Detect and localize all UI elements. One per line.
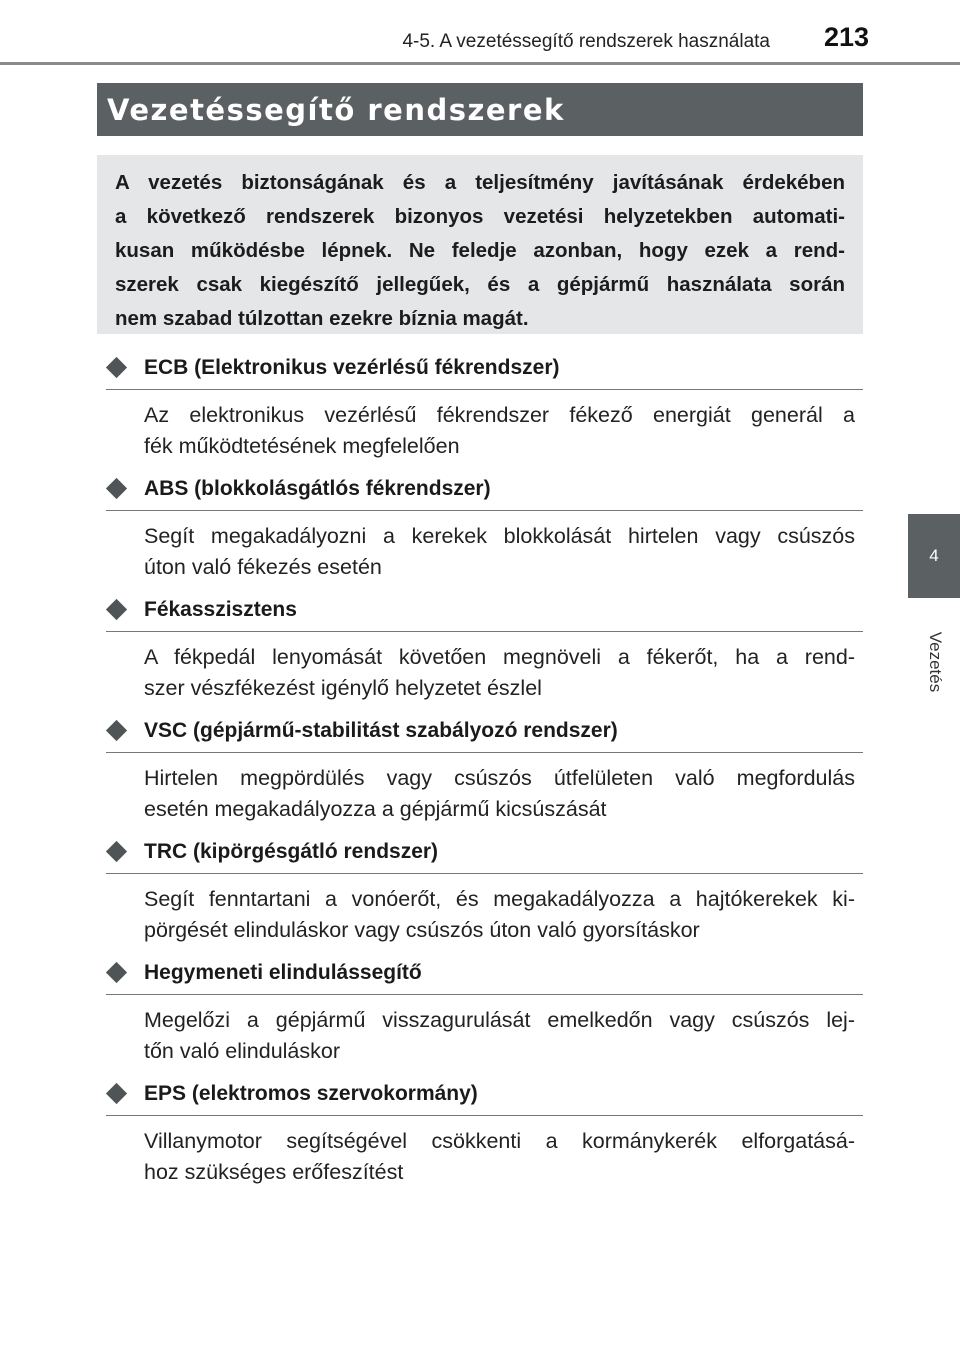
section-title: Hegymeneti elindulássegítő: [144, 961, 422, 984]
section-abs: [106, 474, 863, 583]
page-title: Vezetéssegítő rendszerek: [97, 83, 863, 136]
section-body: [144, 763, 855, 825]
intro-line: a következő rendszerek bizonyos vezetési helyzetekben automati-: [115, 205, 845, 228]
diamond-bullet-icon: [106, 720, 127, 741]
section-title: Fékasszisztens: [144, 598, 297, 621]
diamond-bullet-icon: [106, 478, 127, 499]
section-heading: [106, 1079, 863, 1116]
body-line: Hirtelen megpördülés vagy csúszós útfelületen való megfordulás: [144, 766, 855, 790]
body-line: tőn való elinduláskor: [144, 1039, 341, 1063]
body-line: Segít megakadályozni a kerekek blokkolását hirtelen vagy csúszós: [144, 524, 855, 548]
section-body: [144, 1005, 855, 1067]
section-heading: [106, 595, 863, 632]
intro-line: A vezetés biztonságának és a teljesítmény javításának érdekében: [115, 171, 845, 194]
body-line: A fékpedál lenyomását követően megnöveli a fékerőt, ha a rend-: [144, 645, 855, 669]
chapter-tab: [908, 514, 960, 598]
section-body: [144, 400, 855, 462]
section-ecb: [106, 353, 863, 462]
section-vsc: [106, 716, 863, 825]
diamond-bullet-icon: [106, 962, 127, 983]
section-heading: [106, 353, 863, 390]
diamond-bullet-icon: [106, 841, 127, 862]
section-body: [144, 521, 855, 583]
body-line: Villanymotor segítségével csökkenti a kormánykerék elforgatásá-: [144, 1129, 855, 1153]
section-heading: [106, 958, 863, 995]
section-title: ABS (blokkolásgátlós fékrendszer): [144, 477, 491, 500]
section-title: VSC (gépjármű-stabilitást szabályozó rendszer): [144, 719, 618, 742]
running-head: 4-5. A vezetéssegítő rendszerek használata: [402, 31, 770, 52]
section-title: ECB (Elektronikus vezérlésű fékrendszer): [144, 356, 560, 379]
body-line: szer vészfékezést igénylő helyzetet észlel: [144, 676, 542, 700]
section-hill-start: [106, 958, 863, 1067]
section-body: [144, 1126, 855, 1188]
header-divider: [0, 62, 960, 65]
section-title: TRC (kipörgésgátló rendszer): [144, 840, 439, 863]
diamond-bullet-icon: [106, 599, 127, 620]
section-eps: [106, 1079, 863, 1188]
body-line: hoz szükséges erőfeszítést: [144, 1160, 404, 1184]
section-heading: [106, 474, 863, 511]
body-line: esetén megakadályozza a gépjármű kicsúszását: [144, 797, 607, 821]
body-line: Segít fenntartani a vonóerőt, és megakadályozza a hajtókerekek ki-: [144, 887, 855, 911]
section-brake-assist: [106, 595, 863, 704]
diamond-bullet-icon: [106, 1083, 127, 1104]
section-body: [144, 642, 855, 704]
diamond-bullet-icon: [106, 357, 127, 378]
chapter-number: 4: [929, 546, 939, 565]
section-trc: [106, 837, 863, 946]
body-line: fék működtetésének megfelelően: [144, 434, 460, 458]
body-line: Az elektronikus vezérlésű fékrendszer fékező energiát generál a: [144, 403, 855, 427]
section-heading: [106, 837, 863, 874]
chapter-label: Vezetés: [926, 631, 945, 693]
body-line: úton való fékezés esetén: [144, 555, 382, 579]
page-number: 213: [824, 22, 870, 52]
body-line: Megelőzi a gépjármű visszagurulását emelkedőn vagy csúszós lej-: [144, 1008, 855, 1032]
intro-line: nem szabad túlzottan ezekre bíznia magát.: [115, 307, 529, 330]
section-body: [144, 884, 855, 946]
section-heading: [106, 716, 863, 753]
section-title: EPS (elektromos szervokormány): [144, 1082, 478, 1105]
intro-line: szerek csak kiegészítő jellegűek, és a gépjármű használata során: [115, 273, 845, 296]
intro-line: kusan működésbe lépnek. Ne feledje azonban, hogy ezek a rend-: [115, 239, 845, 262]
intro-box: [97, 155, 863, 334]
body-line: pörgését elinduláskor vagy csúszós úton való gyorsításkor: [144, 918, 700, 942]
